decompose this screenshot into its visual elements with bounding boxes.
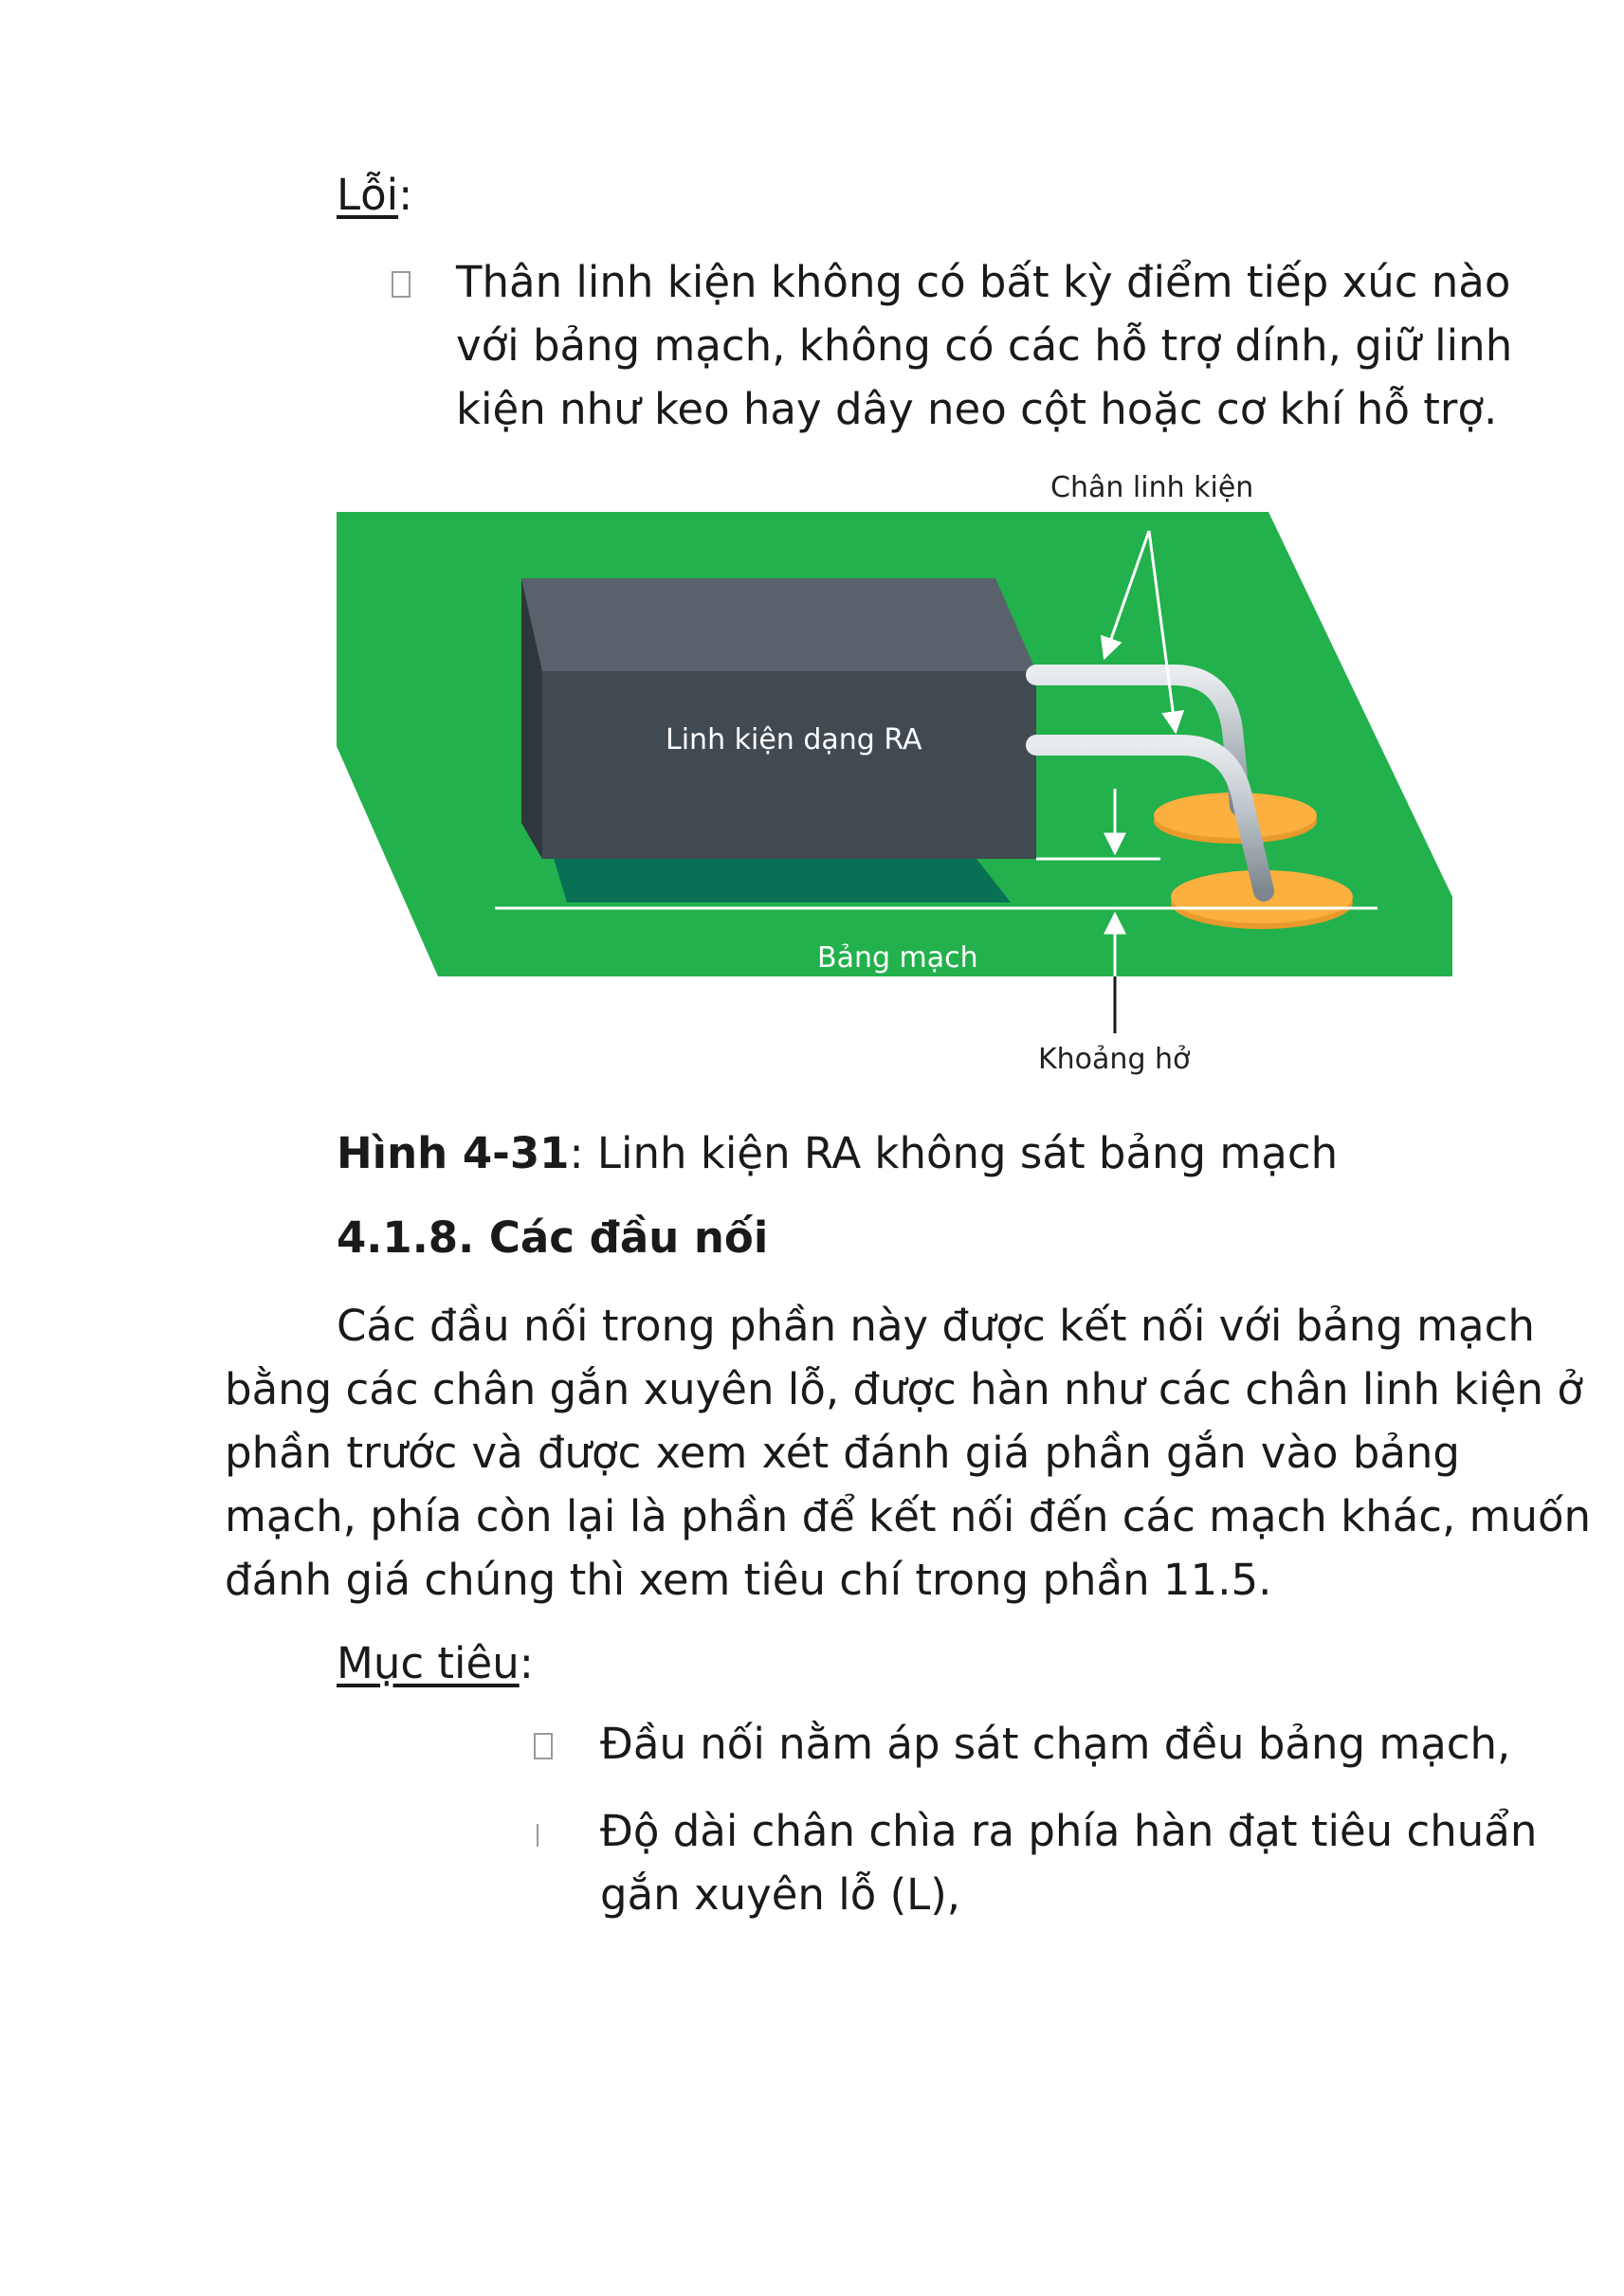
component-top-face: [521, 578, 1036, 671]
paragraph-line-4: mạch, phía còn lại là phần để kết nối đến các mạch khác, muốn: [225, 1491, 1592, 1541]
target-label: Mục tiêu: [337, 1638, 520, 1688]
error-bullet-line-2: với bảng mạch, không có các hỗ trợ dính, giữ linh: [456, 320, 1513, 371]
label-component-body: Linh kiện dạng RA: [666, 723, 922, 756]
error-bullet-line-3: kiện như keo hay dây neo cột hoặc cơ khí hỗ trợ.: [456, 384, 1498, 434]
bullet-square-icon: [534, 1733, 553, 1759]
target-bullet-1-line-1: Đầu nối nằm áp sát chạm đều bảng mạch,: [600, 1719, 1511, 1769]
target-heading: [337, 1631, 534, 1695]
error-bullet-line-1: Thân linh kiện không có bất kỳ điểm tiếp xúc nào: [456, 257, 1511, 307]
label-clearance: Khoảng hở: [1038, 1043, 1191, 1076]
section-heading: 4.1.8. Các đầu nối: [337, 1212, 769, 1263]
bullet-bar-icon: [537, 1824, 538, 1847]
target-bullet-2-line-2: gắn xuyên lỗ (L),: [600, 1869, 961, 1920]
error-label: Lỗi: [337, 170, 399, 220]
paragraph-line-3: phần trước và được xem xét đánh giá phần gắn vào bảng: [225, 1428, 1460, 1478]
paragraph-line-2: bằng các chân gắn xuyên lỗ, được hàn như các chân linh kiện ở: [225, 1364, 1583, 1414]
error-colon: :: [398, 170, 413, 220]
component-shadow: [553, 855, 1011, 902]
caption-prefix: Hình 4-31: [337, 1128, 570, 1178]
label-board: Bảng mạch: [817, 941, 978, 975]
figure-caption: [337, 1121, 1338, 1185]
target-bullet-2-line-1: Độ dài chân chìa ra phía hàn đạt tiêu chuẩn: [600, 1806, 1538, 1856]
paragraph-line-5: đánh giá chúng thì xem tiêu chí trong phần 11.5.: [225, 1555, 1272, 1605]
paragraph-line-1: Các đầu nối trong phần này được kết nối với bảng mạch: [337, 1301, 1535, 1351]
caption-text: : Linh kiện RA không sát bảng mạch: [569, 1128, 1339, 1178]
component-front-face: [542, 671, 1036, 859]
target-colon: :: [519, 1638, 534, 1688]
label-component-leads: Chân linh kiện: [1050, 471, 1254, 504]
